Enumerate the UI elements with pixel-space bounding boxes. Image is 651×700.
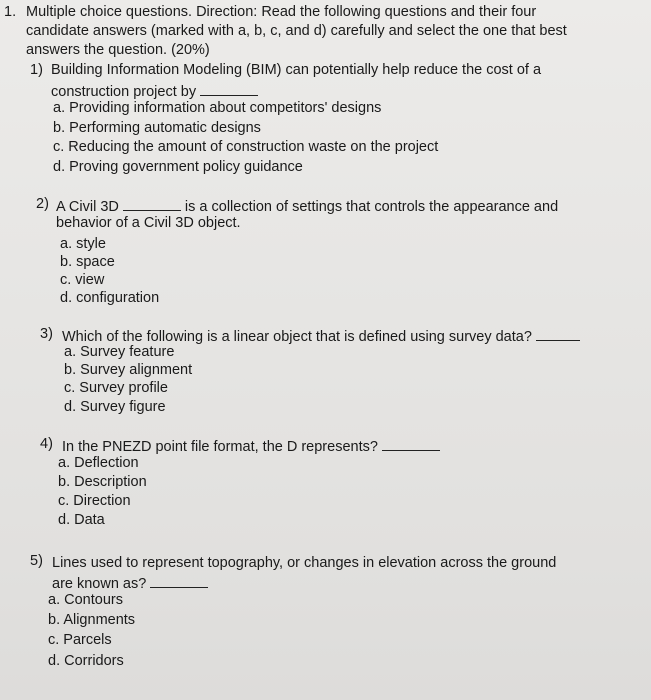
- question-4-option-d: d. Data: [58, 512, 105, 528]
- question-2-option-c: c. view: [60, 272, 105, 288]
- question-4-option-b: b. Description: [58, 474, 147, 490]
- question-1-number: 1): [30, 62, 43, 78]
- section-heading-line-3: answers the question. (20%): [26, 42, 210, 58]
- question-1-option-d: d. Proving government policy guidance: [53, 159, 303, 175]
- question-2-text-line-1: A Civil 3D is a collection of settings that controls the appearance and: [56, 196, 558, 216]
- question-1-option-c: c. Reducing the amount of construction waste on the project: [53, 139, 439, 155]
- section-heading-line-1: Multiple choice questions. Direction: Read the following questions and their four: [26, 4, 537, 20]
- question-5-number: 5): [30, 553, 43, 569]
- question-5-option-d: d. Corridors: [48, 653, 124, 669]
- question-5-text-line-1: Lines used to represent topography, or changes in elevation across the ground: [52, 555, 557, 571]
- question-3-number: 3): [40, 326, 53, 342]
- question-1-text-line-1: Building Information Modeling (BIM) can potentially help reduce the cost of a: [51, 62, 542, 78]
- question-4-option-c: c. Direction: [58, 493, 131, 509]
- question-3-option-d: d. Survey figure: [64, 399, 166, 415]
- question-4-number: 4): [40, 436, 53, 452]
- question-1-option-b: b. Performing automatic designs: [53, 120, 261, 136]
- question-1-option-a: a. Providing information about competitors' designs: [53, 100, 382, 116]
- section-heading-line-2: candidate answers (marked with a, b, c, and d) carefully and select the one that best: [26, 23, 567, 39]
- question-3-option-c: c. Survey profile: [64, 380, 168, 396]
- question-2-option-b: b. space: [60, 254, 115, 270]
- question-4-text-line-1: In the PNEZD point file format, the D represents?: [62, 436, 440, 456]
- question-5-option-c: c. Parcels: [48, 632, 112, 648]
- question-1-text-line-2: construction project by: [51, 81, 258, 101]
- answer-blank: [382, 436, 440, 451]
- question-3-option-b: b. Survey alignment: [64, 362, 193, 378]
- question-5-option-a: a. Contours: [48, 592, 123, 608]
- answer-blank: [536, 326, 580, 341]
- question-5-option-b: b. Alignments: [48, 612, 136, 628]
- question-4-option-a: a. Deflection: [58, 455, 139, 471]
- question-3-option-a: a. Survey feature: [64, 344, 175, 360]
- question-3-text-line-1: Which of the following is a linear object that is defined using survey data?: [62, 326, 580, 346]
- question-2-text-line-2: behavior of a Civil 3D object.: [56, 215, 241, 231]
- answer-blank: [123, 196, 181, 211]
- answer-blank: [150, 573, 208, 588]
- question-2-option-a: a. style: [60, 236, 106, 252]
- question-5-text-line-2: are known as?: [52, 573, 208, 593]
- question-2-option-d: d. configuration: [60, 290, 160, 306]
- answer-blank: [200, 81, 258, 96]
- question-2-number: 2): [36, 196, 49, 212]
- section-number: 1.: [4, 4, 17, 20]
